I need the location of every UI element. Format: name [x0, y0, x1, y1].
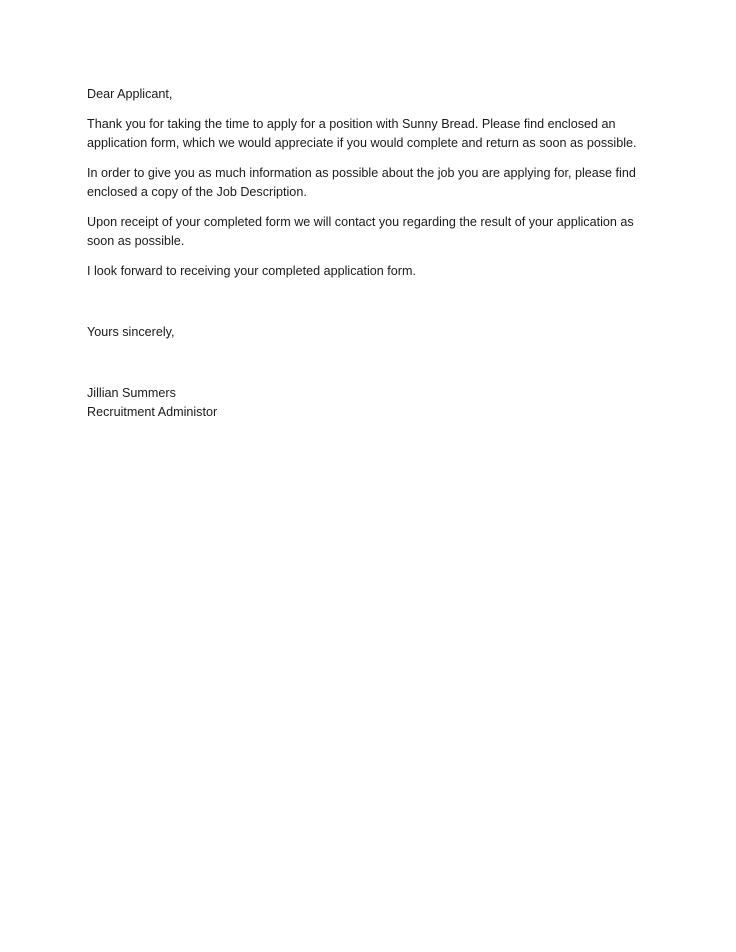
paragraph-contact: Upon receipt of your completed form we will contact you regarding the result of your application as soon as possible.	[87, 215, 634, 248]
letter-body	[87, 85, 647, 422]
paragraph-intro: Thank you for taking the time to apply for a position with Sunny Bread. Please find enclosed an application form, which we would appreciate if you would complete and return as soon as possible.	[87, 117, 637, 150]
closing: Yours sincerely,	[87, 325, 175, 339]
paragraph-job-description: In order to give you as much information as possible about the job you are applying for, please find enclosed a copy of the Job Description.	[87, 166, 636, 199]
signature-name: Jillian Summers	[87, 386, 176, 400]
signature-title: Recruitment Administor	[87, 405, 218, 419]
salutation: Dear Applicant,	[87, 87, 173, 101]
paragraph-closing-remark: I look forward to receiving your completed application form.	[87, 264, 416, 278]
